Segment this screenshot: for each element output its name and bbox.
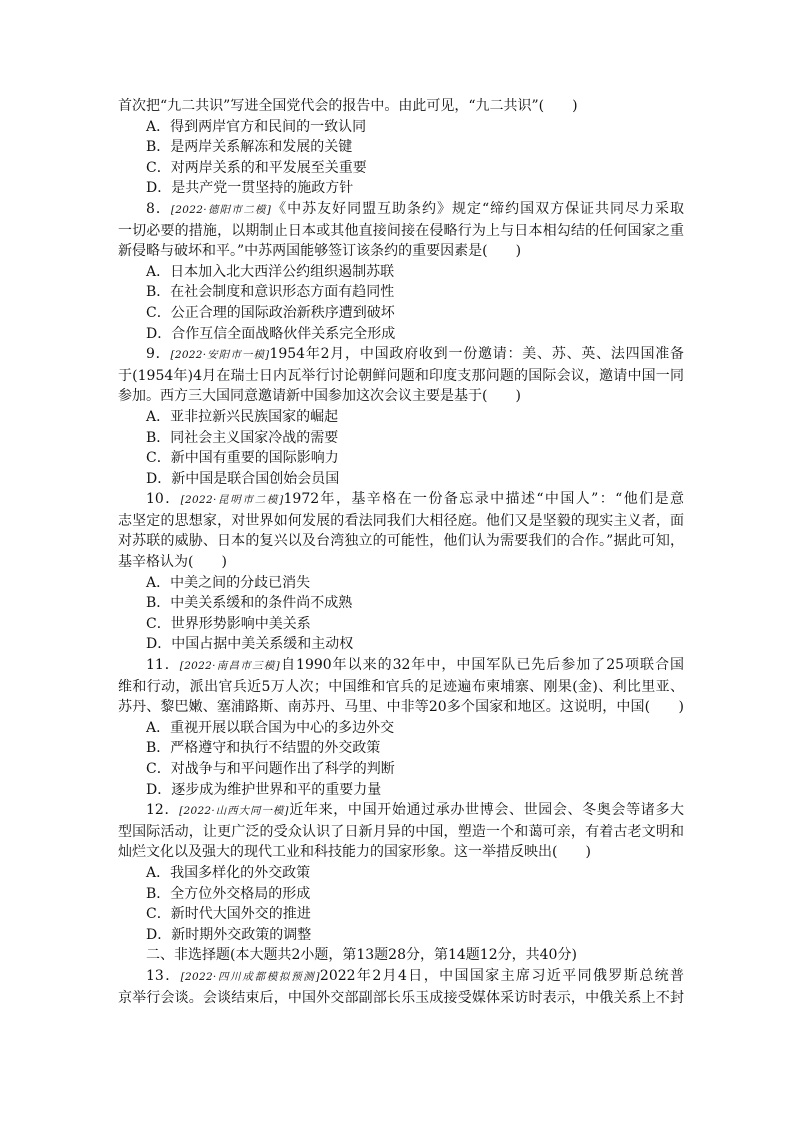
q9-stem-line-2: 于(1954年)4月在瑞士日内瓦举行讨论朝鲜问题和印度支那问题的国际会议，邀请中国一同 xyxy=(118,367,684,384)
q10-option-c: C．世界形势影响中美关系 xyxy=(146,615,311,632)
q9-option-d: D．新中国是联合国创始会员国 xyxy=(146,470,340,487)
q11-source: [2022·南昌市三模] xyxy=(179,660,281,673)
q9-source: [2022·安阳市一模] xyxy=(170,349,270,362)
q10-stem-line-2: 志坚定的思想家，对世界如何发展的看法同我们大相径庭。他们又是坚毅的现实主义者，面 xyxy=(118,512,684,529)
q12-source: [2022·山西大同一模] xyxy=(179,805,289,818)
q13-source: [2022·四川成都模拟预测] xyxy=(180,970,320,983)
q10-option-a: A．中美之间的分歧已消失 xyxy=(146,574,311,591)
q10-number: 10． xyxy=(146,491,181,508)
q13-stem-line-2: 京举行会谈。会谈结束后，中国外交部副部长乐玉成接受媒体采访时表示，中俄关系上不封 xyxy=(118,989,684,1006)
q12-number: 12． xyxy=(146,802,180,819)
section-heading-non-choice: 二、非选择题(本大题共2小题，第13题28分，第14题12分，共40分) xyxy=(146,947,577,964)
q9-option-c: C．新中国有重要的国际影响力 xyxy=(146,450,339,467)
q11-stem-line-3: 苏丹、黎巴嫩、塞浦路斯、南苏丹、马里、中非等20多个国家和地区。这说明，中国( ) xyxy=(118,699,684,716)
q12-stem-line-1: 12．[2022·山西大同一模]近年来，中国开始通过承办世博会、世园会、冬奥会等诸多大 xyxy=(146,802,684,819)
q11-option-a: A．重视开展以联合国为中心的多边外交 xyxy=(146,719,395,736)
q9-number: 9． xyxy=(146,346,171,363)
q12-option-b: B．全方位外交格局的形成 xyxy=(146,885,311,902)
q8-option-b: B．在社会制度和意识形态方面有趋同性 xyxy=(146,284,395,301)
q11-stem-line-1: 11．[2022·南昌市三模]自1990年以来的32年中，中国军队已先后参加了25项联合国 xyxy=(146,657,684,674)
q8-option-a: A．日本加入北大西洋公约组织遏制苏联 xyxy=(146,263,395,280)
q7-option-c: C．对两岸关系的和平发展至关重要 xyxy=(146,159,367,176)
q11-option-d: D．逐步成为维护世界和平的重要力量 xyxy=(146,781,382,798)
q10-option-d: D．中国占据中美关系缓和主动权 xyxy=(146,636,354,653)
q12-stem-line-3: 灿烂文化以及强大的现代工业和科技能力的国家形象。这一举措反映出( ) xyxy=(118,844,591,861)
q10-stem-line-3: 对苏联的威胁、日本的复兴以及台湾独立的可能性，他们认为需要我们的合作。”据此可知， xyxy=(118,533,684,550)
q10-option-b: B．中美关系缓和的条件尚不成熟 xyxy=(146,595,353,612)
q7-option-b: B．是两岸关系解冻和发展的关键 xyxy=(146,139,353,156)
q8-number: 8． xyxy=(146,200,171,217)
q12-option-d: D．新时期外交政策的调整 xyxy=(146,926,312,943)
q11-option-c: C．对战争与和平问题作出了科学的判断 xyxy=(146,761,395,777)
q7-stem-tail: 首次把“九二共识”写进全国党代会的报告中。由此可见，“九二共识”( ) xyxy=(118,98,578,114)
q12-stem-line-2: 型国际活动，让更广泛的受众认识了日新月异的中国，塑造一个和蔼可亲，有着古老文明和 xyxy=(118,823,684,840)
q9-option-a: A．亚非拉新兴民族国家的崛起 xyxy=(146,408,339,425)
q7-option-d: D．是共产党一贯坚持的施政方针 xyxy=(146,180,354,197)
q7-option-a: A．得到两岸官方和民间的一致认同 xyxy=(146,118,367,135)
q8-stem-line-2: 一切必要的措施，以期制止日本或其他直接间接在侵略行为上与日本相勾结的任何国家之重 xyxy=(118,222,684,239)
q8-option-d: D．合作互信全面战略伙伴关系完全形成 xyxy=(146,325,396,342)
q10-stem-line-1: 10．[2022·昆明市二模]1972年，基辛格在一份备忘录中描述“中国人”：“他们是意 xyxy=(146,491,684,508)
q8-stem-line-3: 新侵略与破坏和平。”中苏两国能够签订该条约的重要因素是( ) xyxy=(118,243,522,260)
q8-option-c: C．公正合理的国际政治新秩序遭到破坏 xyxy=(146,304,395,321)
q13-number: 13． xyxy=(146,967,181,984)
q12-option-c: C．新时代大国外交的推进 xyxy=(146,906,311,923)
q10-source: [2022·昆明市二模] xyxy=(180,494,284,507)
q11-stem-line-2: 维和行动，派出官兵近5万人次；中国维和官兵的足迹遍布柬埔寨、刚果(金)、利比里亚、 xyxy=(118,678,684,695)
q9-option-b: B．同社会主义国家冷战的需要 xyxy=(146,429,339,446)
q12-option-a: A．我国多样化的外交政策 xyxy=(146,864,311,881)
q8-source: [2022·德阳市二模] xyxy=(170,203,272,216)
q8-stem-line-1: 8．[2022·德阳市二模]《中苏友好同盟互助条约》规定“缔约国双方保证共同尽力采取 xyxy=(146,200,684,217)
q9-stem-line-1: 9．[2022·安阳市一模]1954年2月，中国政府收到一份邀请：美、苏、英、法四国准备 xyxy=(146,346,684,363)
q11-number: 11． xyxy=(146,657,180,674)
q11-option-b: B．严格遵守和执行不结盟的外交政策 xyxy=(146,740,381,757)
q13-stem-line-1: 13．[2022·四川成都模拟预测]2022年2月4日，中国国家主席习近平同俄罗斯总统普 xyxy=(146,967,684,984)
q9-stem-line-3: 参加。西方三大国同意邀请新中国参加这次会议主要是基于( ) xyxy=(118,388,521,405)
question-content xyxy=(118,96,684,1008)
q10-stem-line-4: 基辛格认为( ) xyxy=(118,554,227,571)
